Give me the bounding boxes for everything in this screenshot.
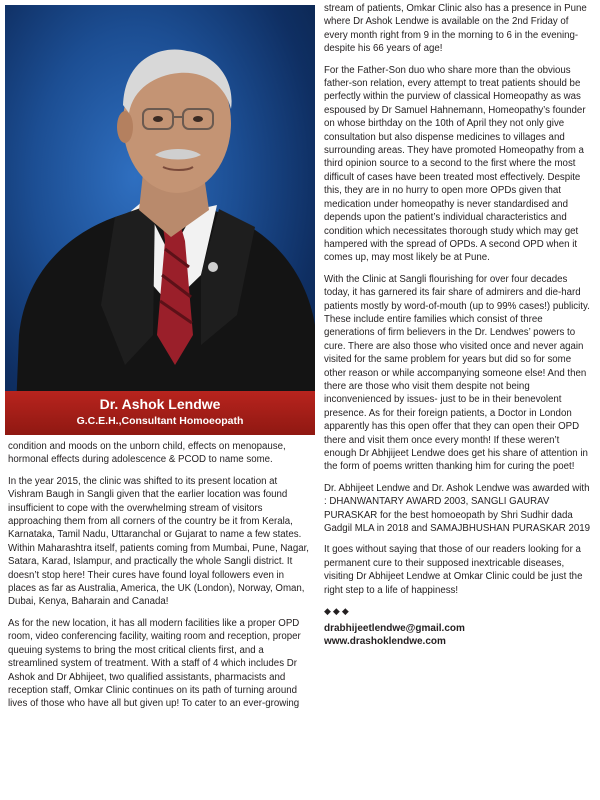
- paragraph: As for the new location, it has all modern facilities like a proper OPD room, video conferencing facility, waiting room and reception, proper queuing systems to bring the most critical clients first, and a streamlined system of treatment. With a staff of 4 which includes Dr Ashok and Dr Abhijeet, two qualified assistants, pharmacists and reception staff, Omkar Clinic continues on its path of turning around lives of those who have all but given up! To cater to an ever-growing: [8, 617, 301, 710]
- photo-caption: [5, 391, 315, 435]
- contact-website: www.drashoklendwe.com: [324, 636, 446, 648]
- caption-title: G.C.E.H.,Consultant Homoeopath: [76, 415, 244, 427]
- doctor-portrait: [5, 5, 315, 435]
- paragraph: For the Father-Son duo who share more than the obvious father-son relation, every attempt to treat patients should be perfectly within the purview of classical Homeopathy as was espoused by Dr Samuel Hahnemann, Homeopathy’s founder on whose birthday on the 10th of April they not only give consultation but also dispense medicines to villages and surrounding areas. They have promoted Homeopathy from a third opinion source to a second to the first where the most difficult of cases have been treated most effectively. Despite this, they are in no hurry to open more OPDs given that medication under homeopathy is never standardised and depends upon the patient’s individual characteristics and condition which necessitates thorough study which may get hampered with the spread of OPDs. A second OPD when it comes up, may most likely be at Pune.: [324, 64, 586, 264]
- paragraph: With the Clinic at Sangli flourishing for over four decades today, it has garnered its fair share of admirers and die-hard patients mostly by word-of-mouth (up to 99% cases!) publicity. These include entire families which consist of three generations of firm believers in the Dr. Lendwes’ powers to cure. There are also those who visited once and never again visited for the same problem for years but did so for some other reason or while accompanying someone else! And then there are those who visit them despite not being inconvenienced by issues- just to be in their benevolent presence. As for their foreign patients, a Doctor in London apparently has this open offer that they can open their OPD there and visit them once every month! If these weren’t enough Dr Abhjijeet Lendwe does get his share of attention in the form of poems written thanking him for curing the poet!: [324, 273, 590, 473]
- paragraph: In the year 2015, the clinic was shifted to its present location at Vishram Baugh in Sangli given that the earlier location was found insufficient to cope with the overwhelming stream of visitors approaching them from all corners of the country be it from Kerala, Karnataka, Tamil Nadu, Uttaranchal or Gujarat to name a few states. Within Maharashtra itself, patients coming from Mumbai, Pune, Nagar, Satara, Karad, Islampur, and practically the whole Sangli district. It doesn’t stop here! Their cures have found loyal followers even in places as far as Australia, America, the UK (London), Norway, Oman, Dubai, Kenya, Baharain and Canada!: [8, 475, 309, 608]
- diamond-separator: ◆◆◆: [324, 606, 351, 617]
- paragraph: It goes without saying that those of our readers looking for a permanent cure to their supposed inextricable diseases, visiting Dr Abhijeet Lendwe at Omkar Clinic could be just the right step to a life of happiness!: [324, 544, 583, 596]
- paragraph: stream of patients, Omkar Clinic also has a presence in Pune where Dr Ashok Lendwe is available on the 2nd Friday of every month right from 9 in the morning to 6 in the evening- despite his 66 years of age!: [324, 3, 587, 55]
- paragraph: Dr. Abhijeet Lendwe and Dr. Ashok Lendwe was awarded with : DHANWANTARY AWARD 2003, SANGLI GAURAV PURASKAR for the best homoeopath by Shri Sudhir dada Gadgil MLA in 2018 and SAMAJBHUSHAN PURASKAR 2019: [324, 482, 590, 535]
- contact-email: drabhijeetlendwe@gmail.com: [324, 623, 465, 635]
- portrait-illustration: [5, 5, 315, 435]
- paragraph: condition and moods on the unborn child, effects on menopause, hormonal effects during adolescence & PCOD to name some.: [8, 441, 286, 466]
- left-text-column: [8, 440, 310, 719]
- right-text-column: [324, 2, 590, 648]
- caption-name: Dr. Ashok Lendwe: [99, 396, 221, 412]
